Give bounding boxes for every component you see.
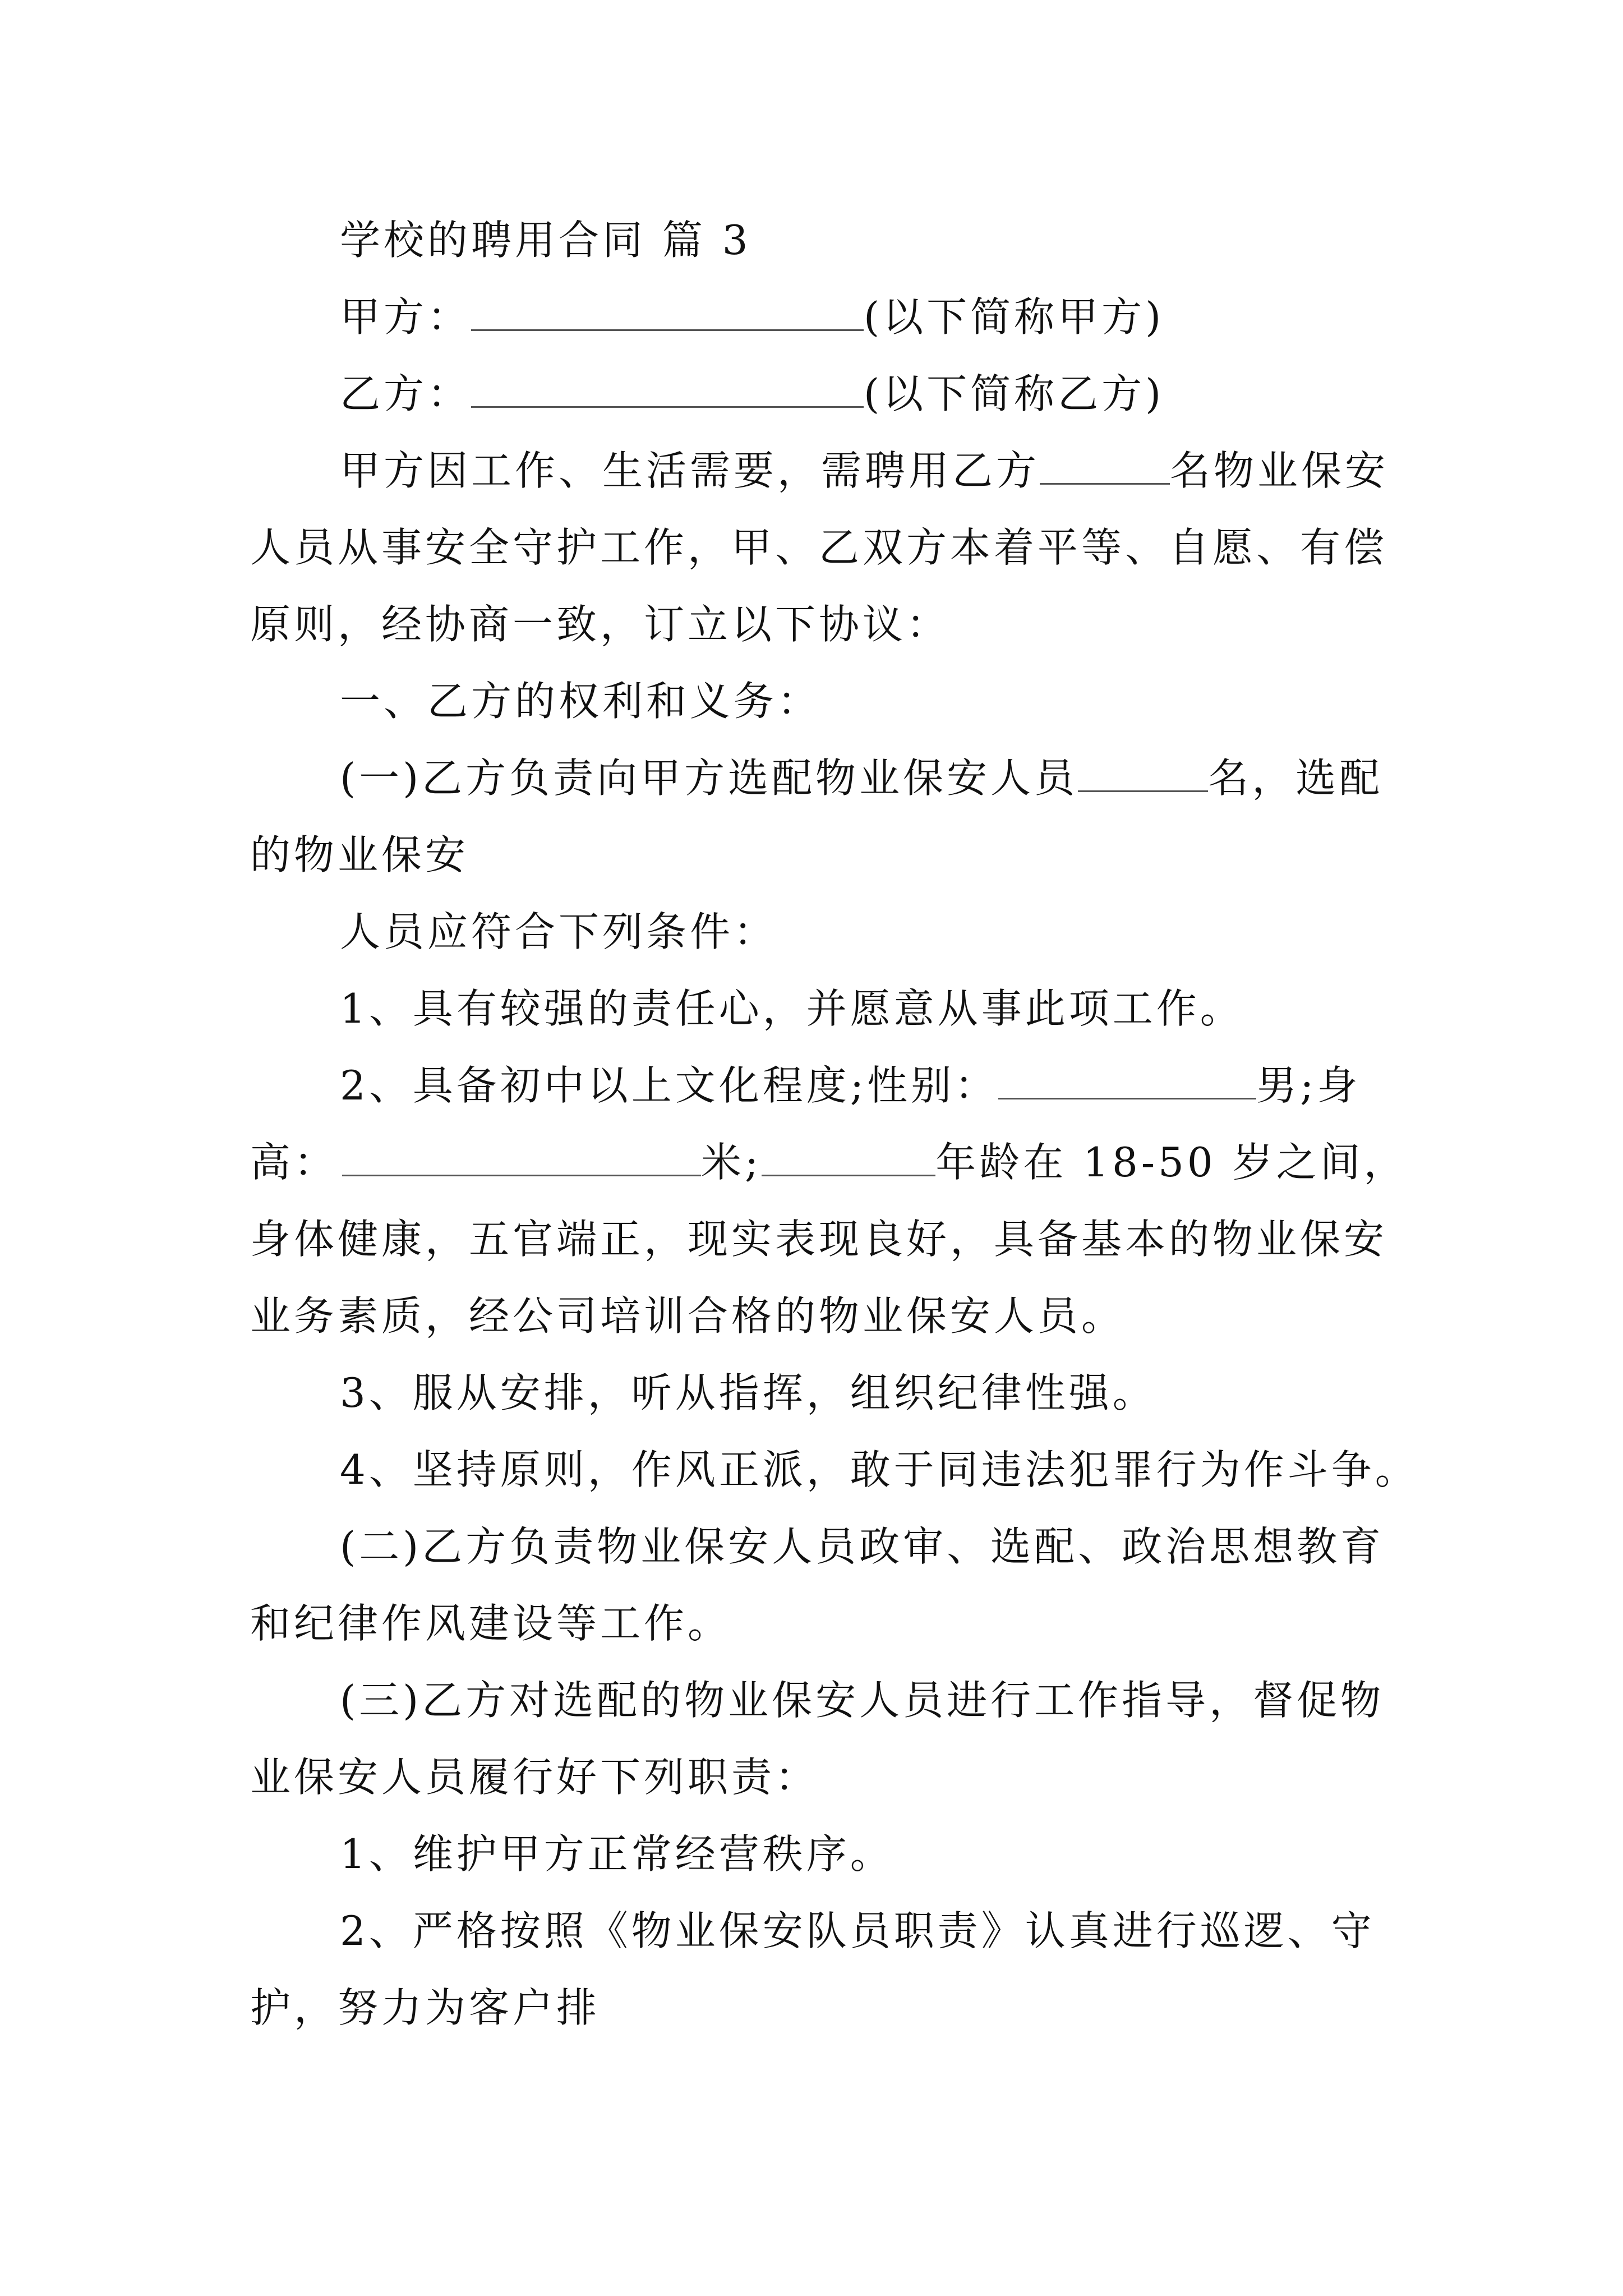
section1-heading xyxy=(250,674,821,728)
condition-2-line-1 xyxy=(250,1059,1361,1112)
clause3-line1-text: (三)乙方对选配的物业保安人员进行工作指导，督促物 xyxy=(340,1677,1385,1724)
intro-count-blank xyxy=(1040,448,1170,485)
gender-blank xyxy=(998,1063,1256,1099)
clause1-line-3 xyxy=(250,905,777,959)
clause3-line-1 xyxy=(250,1673,1384,1727)
intro-part1: 甲方因工作、生活需要，需聘用乙方 xyxy=(340,447,1040,494)
condition2-part1: 2、具备初中以上文化程度;性别： xyxy=(340,1062,999,1109)
condition2-line4-text: 业务素质，经公司培训合格的物业保安人员。 xyxy=(250,1292,1126,1340)
section1-heading-text: 一、乙方的权利和义务： xyxy=(340,678,822,725)
party-b-line xyxy=(250,367,1164,421)
condition-3 xyxy=(250,1366,1156,1420)
clause1-line2-text: 的物业保安 xyxy=(250,831,469,878)
intro-line-3 xyxy=(250,597,950,651)
duty-1 xyxy=(250,1827,894,1881)
clause1-line3-text: 人员应符合下列条件： xyxy=(340,908,778,955)
party-b-blank xyxy=(471,371,864,408)
clause3-line-2 xyxy=(250,1750,819,1804)
party-a-label: 甲方： xyxy=(340,293,472,341)
party-a-suffix: (以下简称甲方) xyxy=(864,293,1165,341)
document-title xyxy=(250,213,751,267)
clause1-line-2 xyxy=(250,828,469,882)
party-b-suffix: (以下简称乙方) xyxy=(864,370,1165,417)
clause1-part1: (一)乙方负责向甲方选配物业保安人员 xyxy=(340,754,1078,802)
duty2-line2-text: 护，努力为客户排 xyxy=(250,1984,601,2031)
intro-line-1 xyxy=(250,444,1389,498)
duty-2-line-2 xyxy=(250,1981,600,2035)
intro-line2-text: 人员从事安全守护工作，甲、乙双方本着平等、自愿、有偿 xyxy=(250,524,1388,571)
intro-line-2 xyxy=(250,521,1387,574)
clause2-line2-text: 和纪律作风建设等工作。 xyxy=(250,1600,732,1647)
clause2-line-1 xyxy=(250,1520,1384,1573)
height-label: 高： xyxy=(250,1139,338,1186)
clause1-part2: 名，选配 xyxy=(1208,754,1384,802)
party-a-blank xyxy=(471,295,864,331)
title-text: 学校的聘用合同 篇 3 xyxy=(340,217,751,264)
condition2-part2: 男;身 xyxy=(1256,1062,1361,1109)
party-b-label: 乙方： xyxy=(340,370,472,417)
intro-line3-text: 原则，经协商一致，订立以下协议： xyxy=(250,601,951,648)
condition4-text: 4、坚持原则，作风正派，敢于同违法犯罪行为作斗争。 xyxy=(340,1446,1419,1493)
clause3-line2-text: 业保安人员履行好下列职责： xyxy=(250,1754,819,1801)
clause1-line-1 xyxy=(250,751,1383,805)
intro-part2: 名物业保安 xyxy=(1170,447,1389,494)
clause1-count-blank xyxy=(1078,756,1208,792)
duty1-text: 1、维护甲方正常经营秩序。 xyxy=(340,1830,894,1878)
condition2-line3-text: 身体健康，五官端正，现实表现良好，具备基本的物业保安 xyxy=(250,1216,1388,1263)
clause2-line-2 xyxy=(250,1596,731,1650)
height-unit: 米; xyxy=(701,1139,762,1186)
condition-2-line-2 xyxy=(250,1135,1408,1189)
duty2-line1-text: 2、严格按照《物业保安队员职责》认真进行巡逻、守 xyxy=(340,1907,1375,1954)
condition3-text: 3、服从安排，听从指挥，组织纪律性强。 xyxy=(340,1369,1156,1416)
condition-2-line-4 xyxy=(250,1289,1125,1343)
height-blank xyxy=(342,1140,701,1176)
age-blank xyxy=(762,1140,935,1176)
duty-2-line-1 xyxy=(250,1904,1375,1958)
condition-4 xyxy=(250,1443,1419,1497)
clause2-line1-text: (二)乙方负责物业保安人员政审、选配、政治思想教育 xyxy=(340,1523,1385,1570)
condition-2-line-3 xyxy=(250,1212,1387,1266)
condition1-text: 1、具有较强的责任心，并愿意从事此项工作。 xyxy=(340,985,1244,1032)
age-text: 年龄在 18-50 岁之间， xyxy=(935,1139,1408,1186)
condition-1 xyxy=(250,982,1244,1036)
party-a-line xyxy=(250,290,1164,344)
